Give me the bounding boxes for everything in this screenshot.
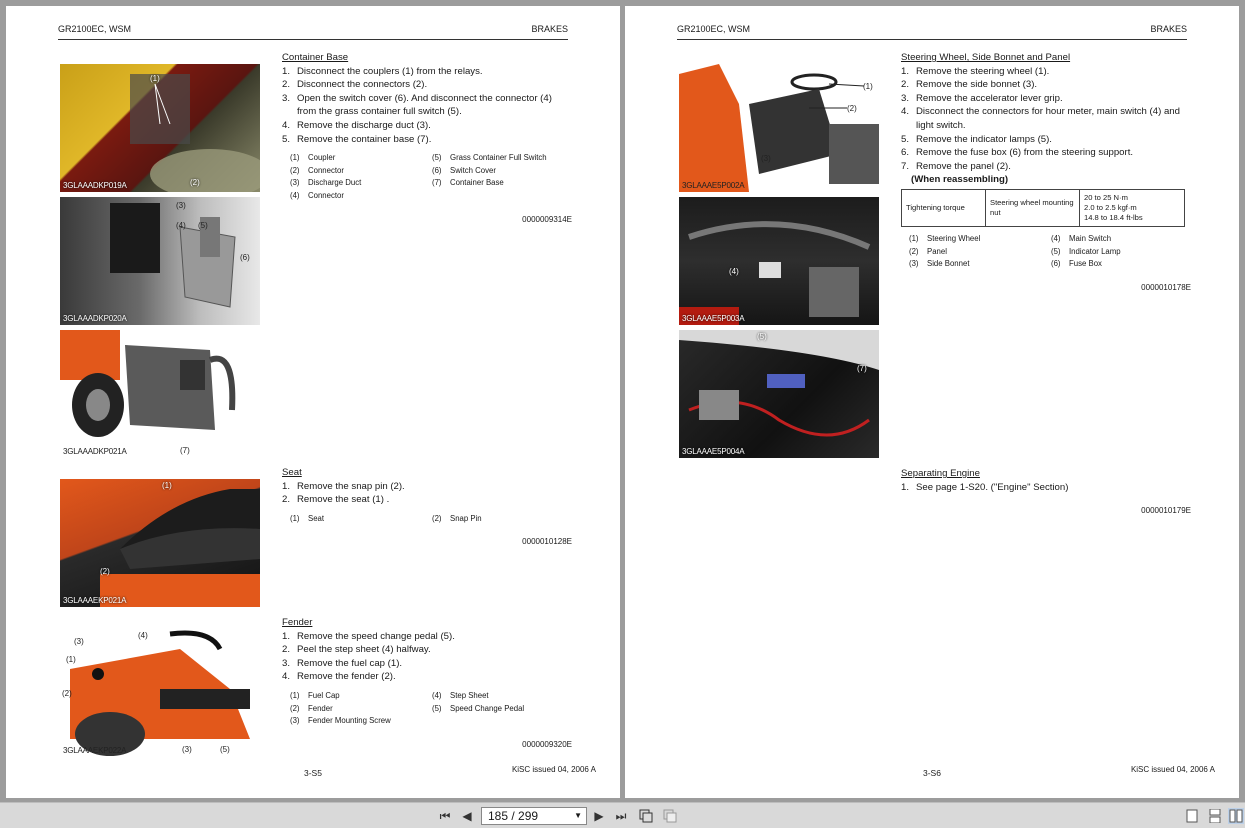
wire-harness bbox=[689, 224, 869, 247]
viewer-toolbar bbox=[0, 802, 1245, 828]
callout: (4) bbox=[176, 221, 186, 230]
header-model: GR2100EC, WSM bbox=[58, 24, 132, 34]
step-item: 5. Remove the indicator lamps (5). bbox=[901, 133, 1052, 145]
legend-item: (3) Side Bonnet bbox=[909, 259, 970, 269]
callout: (2) bbox=[190, 178, 200, 187]
callout: (4) bbox=[729, 267, 739, 276]
pedal-shape bbox=[809, 267, 859, 317]
legend-item: (6) Fuse Box bbox=[1051, 259, 1102, 269]
torque-label: Tightening torque bbox=[902, 189, 986, 226]
section-container-base bbox=[282, 51, 572, 226]
photo-illustration bbox=[60, 197, 260, 325]
doc-code: 0000009314E bbox=[522, 214, 572, 224]
callout: (1) bbox=[150, 74, 160, 83]
callout: (3) bbox=[182, 745, 192, 754]
step-list bbox=[282, 630, 572, 684]
legend-item: (5) Indicator Lamp bbox=[1051, 246, 1121, 256]
photo-caption: 3GLAAADKP020A bbox=[63, 314, 127, 323]
left-page bbox=[6, 6, 620, 798]
callout: (7) bbox=[857, 364, 867, 373]
legend-item: (6) Switch Cover bbox=[432, 165, 496, 175]
duct-opening bbox=[180, 360, 205, 390]
legend-item: (4) Step Sheet bbox=[432, 690, 489, 700]
continuous-graphic bbox=[1209, 809, 1221, 823]
torque-item: Steering wheel mounting nut bbox=[986, 189, 1080, 226]
callout: (5) bbox=[220, 745, 230, 754]
callout: (4) bbox=[138, 631, 148, 640]
handle-shape bbox=[210, 359, 232, 410]
photo-illustration bbox=[60, 330, 260, 458]
tractor-body bbox=[679, 64, 749, 192]
callout: (2) bbox=[62, 689, 72, 698]
step-item: 3. Remove the fuel cap (1). bbox=[282, 657, 403, 669]
photo-discharge-duct bbox=[60, 197, 260, 325]
steering-wheel-shape bbox=[170, 633, 220, 649]
photo-illustration bbox=[679, 330, 879, 458]
step-item: 7. Remove the panel (2). bbox=[901, 160, 1011, 172]
first-page-icon[interactable]: ⏮ bbox=[439, 808, 451, 823]
issued-note: KiSC issued 04, 2006 A bbox=[1130, 765, 1215, 774]
paste-icon[interactable] bbox=[662, 808, 678, 824]
step-item: 2. Remove the seat (1) . bbox=[282, 494, 390, 506]
last-page-icon[interactable]: ⏭ bbox=[615, 808, 627, 823]
callout: (6) bbox=[240, 253, 250, 262]
step-sheet bbox=[160, 689, 250, 709]
step-item: 2. Remove the side bonnet (3). bbox=[901, 79, 1038, 91]
legend-item: (2) Snap Pin bbox=[432, 513, 482, 523]
legend-item: (5) Grass Container Full Switch bbox=[432, 153, 547, 163]
prev-page-icon[interactable]: ◀ bbox=[462, 809, 472, 823]
callout: (7) bbox=[180, 446, 190, 455]
photo-caption: 3GLAAADKP019A bbox=[63, 181, 127, 190]
step-item: 5. Remove the container base (7). bbox=[282, 133, 432, 145]
two-page-view-icon[interactable] bbox=[1228, 808, 1244, 824]
tractor-body bbox=[60, 330, 120, 380]
page-number: 3-S5 bbox=[304, 768, 322, 778]
single-page-view-icon[interactable] bbox=[1184, 808, 1200, 824]
parts-legend bbox=[290, 690, 572, 728]
section-title: Container Base bbox=[282, 52, 349, 63]
doc-code: 0000010178E bbox=[1141, 282, 1191, 292]
doc-code: 0000010179E bbox=[1141, 506, 1191, 516]
step-item: 3. Remove the accelerator lever grip. bbox=[901, 92, 1063, 104]
callout: (2) bbox=[100, 567, 110, 576]
component-shape bbox=[699, 390, 739, 420]
photo-caption: 3GLAAAEKP021A bbox=[63, 596, 127, 605]
legend-item: (3) Discharge Duct bbox=[290, 178, 362, 188]
torque-value-ftlbs: 14.8 to 18.4 ft-lbs bbox=[1084, 212, 1143, 222]
page-header bbox=[677, 24, 1187, 40]
page-number-value: 185 / 299 bbox=[488, 809, 539, 823]
tire-shape bbox=[150, 149, 260, 192]
torque-value-kgfm: 2.0 to 2.5 kgf·m bbox=[1084, 202, 1137, 212]
step-item: 4. Disconnect the connectors for hour meter, main switch (4) and light switch. bbox=[901, 106, 1180, 131]
legend-item: (4) Main Switch bbox=[1051, 233, 1112, 243]
two-page-graphic bbox=[1229, 809, 1243, 823]
section-seat bbox=[282, 466, 572, 549]
section-fender bbox=[282, 616, 572, 751]
section-title: Separating Engine bbox=[901, 468, 980, 479]
header-section: BRAKES bbox=[1150, 24, 1187, 34]
legend-item: (1) Fuel Cap bbox=[290, 690, 340, 700]
parts-legend bbox=[290, 513, 572, 526]
legend-item: (1) Seat bbox=[290, 513, 325, 523]
photo-illustration bbox=[679, 64, 879, 192]
step-item: 2. Peel the step sheet (4) halfway. bbox=[282, 644, 431, 656]
step-item: 1. See page 1-S20. ("Engine" Section) bbox=[901, 481, 1069, 493]
photo-caption: 3GLAAADKP021A bbox=[63, 447, 127, 456]
header-section: BRAKES bbox=[531, 24, 568, 34]
legend-item: (3) Fender Mounting Screw bbox=[290, 716, 391, 726]
right-page bbox=[625, 6, 1239, 798]
page-number-input[interactable] bbox=[481, 807, 587, 825]
page-number: 3-S6 bbox=[923, 768, 941, 778]
callout: (3) bbox=[761, 154, 771, 163]
page-header bbox=[58, 24, 568, 40]
photo-main-switch bbox=[679, 197, 879, 325]
section-title: Fender bbox=[282, 617, 313, 628]
photo-illustration bbox=[60, 629, 260, 757]
legend-item: (1) Coupler bbox=[290, 153, 336, 163]
callout: (5) bbox=[757, 332, 767, 341]
connector-shape bbox=[759, 262, 781, 278]
copy-icon[interactable] bbox=[638, 808, 654, 824]
legend-item: (1) Steering Wheel bbox=[909, 233, 981, 243]
fuel-cap-shape bbox=[92, 668, 104, 680]
next-page-icon[interactable]: ▶ bbox=[594, 809, 604, 823]
legend-item: (2) Panel bbox=[909, 246, 947, 256]
legend-item: (5) Speed Change Pedal bbox=[432, 703, 525, 713]
parts-legend bbox=[909, 233, 1191, 271]
section-title: Steering Wheel, Side Bonnet and Panel bbox=[901, 52, 1071, 63]
photo-steering-wheel bbox=[679, 64, 879, 192]
legend-item: (7) Container Base bbox=[432, 178, 504, 188]
section-separating-engine bbox=[901, 467, 1191, 518]
photo-indicator-lamps bbox=[679, 330, 879, 458]
step-item: 4. Remove the fender (2). bbox=[282, 671, 396, 683]
torque-values bbox=[1080, 189, 1185, 226]
photo-caption: 3GLAAAE5P002A bbox=[682, 181, 745, 190]
relay-panel bbox=[130, 74, 190, 144]
callout: (1) bbox=[162, 481, 172, 490]
duct-opening bbox=[110, 203, 160, 273]
section-title: Seat bbox=[282, 467, 302, 478]
step-list bbox=[901, 65, 1191, 174]
step-list bbox=[282, 480, 572, 507]
callout: (3) bbox=[176, 201, 186, 210]
legend-item: (4) Connector bbox=[290, 190, 344, 200]
photo-container-base-couplers bbox=[60, 64, 260, 192]
parts-legend bbox=[290, 152, 572, 202]
section-steering bbox=[901, 51, 1191, 294]
step-item: 4. Remove the discharge duct (3). bbox=[282, 119, 431, 131]
photo-illustration bbox=[60, 64, 260, 192]
step-item: 3. Open the switch cover (6). And disconnect the connector (4) from the grass container full switch (5). bbox=[282, 92, 552, 118]
step-list bbox=[282, 65, 572, 147]
issued-note: KiSC issued 04, 2006 A bbox=[511, 765, 596, 774]
chevron-down-icon[interactable]: ▼ bbox=[574, 811, 582, 820]
photo-container-base bbox=[60, 330, 260, 458]
torque-row bbox=[902, 189, 1185, 226]
paste-icon-graphic bbox=[663, 809, 677, 823]
header-model: GR2100EC, WSM bbox=[677, 24, 751, 34]
step-item: 1. Disconnect the couplers (1) from the relays. bbox=[282, 65, 483, 77]
continuous-view-icon[interactable] bbox=[1207, 808, 1223, 824]
step-item: 1. Remove the speed change pedal (5). bbox=[282, 630, 455, 642]
seat-shape bbox=[829, 124, 879, 184]
torque-table bbox=[901, 189, 1185, 227]
doc-code: 0000009320E bbox=[522, 739, 572, 749]
photo-caption: 3GLAAAE5P003A bbox=[682, 314, 745, 323]
step-item: 2. Disconnect the connectors (2). bbox=[282, 79, 428, 91]
photo-illustration bbox=[60, 479, 260, 607]
photo-seat bbox=[60, 479, 260, 607]
indicator-lamps-shape bbox=[767, 374, 805, 388]
copy-icon-graphic bbox=[639, 809, 653, 823]
torque-value-nm: 20 to 25 N·m bbox=[1084, 192, 1128, 202]
step-list bbox=[901, 481, 1191, 495]
callout: (1) bbox=[863, 82, 873, 91]
legend-item: (2) Connector bbox=[290, 165, 344, 175]
callout: (1) bbox=[66, 655, 76, 664]
photo-caption: 3GLAAAEKP022A bbox=[63, 746, 127, 755]
wheel-hub bbox=[86, 389, 110, 421]
photo-illustration bbox=[679, 197, 879, 325]
bonnet-shape bbox=[679, 330, 879, 370]
photo-caption: 3GLAAAE5P004A bbox=[682, 447, 745, 456]
legend-item: (2) Fender bbox=[290, 703, 333, 713]
reassembling-heading: (When reassembling) bbox=[911, 174, 1009, 186]
step-item: 1. Remove the steering wheel (1). bbox=[901, 65, 1050, 77]
callout: (5) bbox=[198, 221, 208, 230]
doc-code: 0000010128E bbox=[522, 537, 572, 547]
callout: (2) bbox=[847, 104, 857, 113]
callout: (3) bbox=[74, 637, 84, 646]
single-page-graphic bbox=[1186, 809, 1198, 823]
step-item: 1. Remove the snap pin (2). bbox=[282, 480, 405, 492]
photo-fender bbox=[60, 629, 260, 757]
steering-wheel-shape bbox=[792, 75, 836, 89]
step-item: 6. Remove the fuse box (6) from the steering support. bbox=[901, 147, 1134, 159]
